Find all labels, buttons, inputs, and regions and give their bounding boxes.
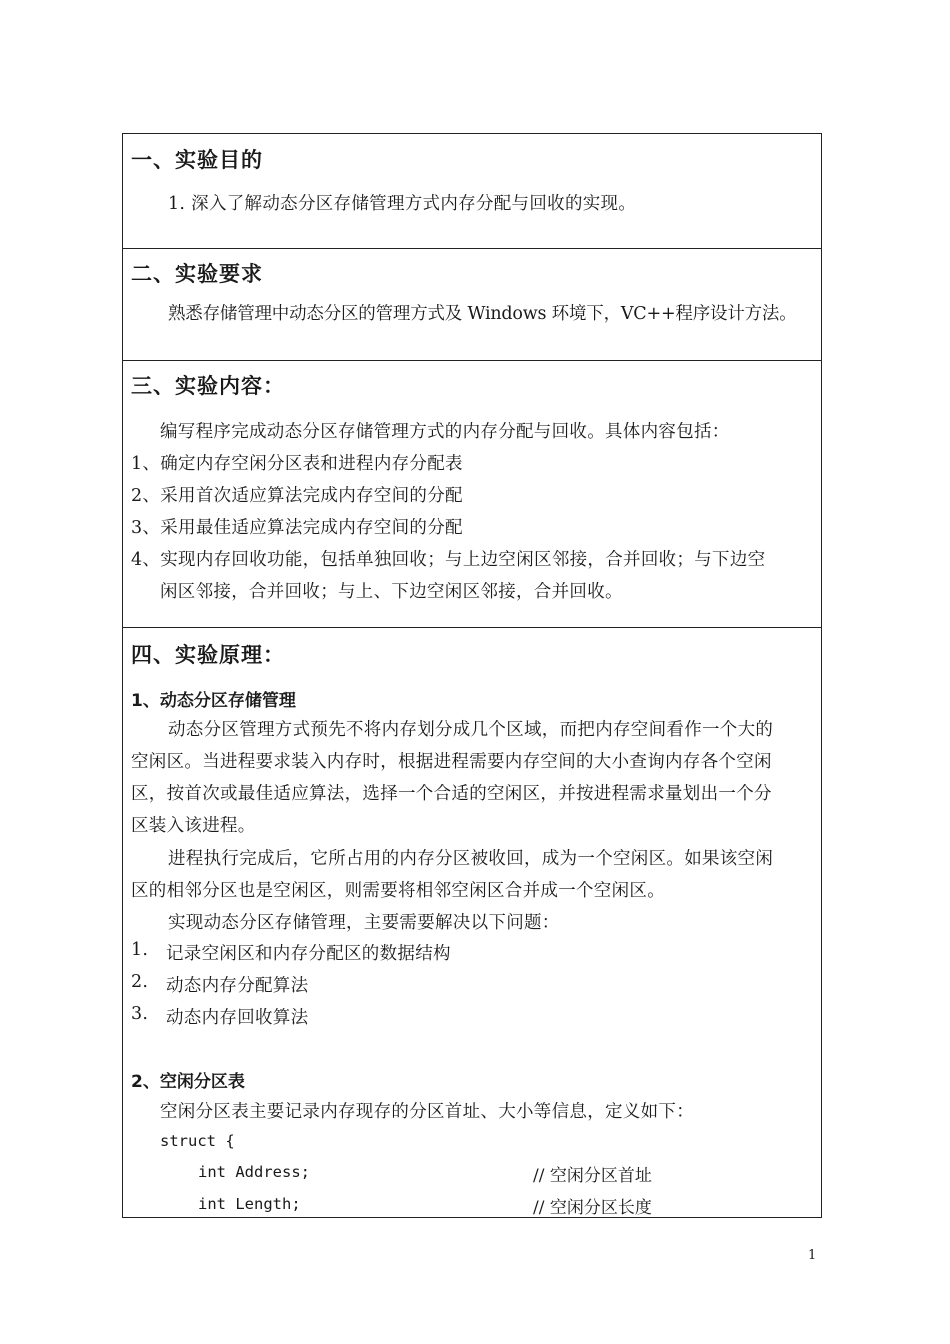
content-item: 1、确定内存空闲分区表和进程内存分配表 xyxy=(131,454,463,474)
paragraph-line: 动态分区管理方式预先不将内存划分成几个区域，而把内存空间看作一个大的 xyxy=(168,720,774,740)
subsection-heading: 2、空闲分区表 xyxy=(131,1072,245,1092)
section-purpose xyxy=(123,134,821,249)
code-line: int Length; xyxy=(198,1195,301,1213)
paragraph-line: 实现动态分区存储管理，主要需要解决以下问题： xyxy=(168,913,560,933)
code-line: struct { xyxy=(160,1132,235,1150)
paragraph-line: 区装入该进程。 xyxy=(131,816,256,836)
section-principle xyxy=(123,627,821,1217)
purpose-item: 1. 深入了解动态分区存储管理方式内存分配与回收的实现。 xyxy=(168,194,637,214)
list-item-number: 1. xyxy=(131,940,149,960)
list-item: 动态内存分配算法 xyxy=(166,976,309,996)
list-item-number: 3. xyxy=(131,1004,149,1024)
code-comment: // 空闲分区长度 xyxy=(533,1198,652,1218)
section-content xyxy=(123,360,821,628)
paragraph-line: 区的相邻分区也是空闲区，则需要将相邻空闲区合并成一个空闲区。 xyxy=(131,881,665,901)
paragraph-line: 进程执行完成后，它所占用的内存分区被收回，成为一个空闲区。如果该空闲 xyxy=(168,849,774,869)
paragraph-line: 空闲区。当进程要求装入内存时，根据进程需要内存空间的大小查询内存各个空闲 xyxy=(131,752,772,772)
list-item: 动态内存回收算法 xyxy=(166,1008,309,1028)
document-table xyxy=(122,133,822,1218)
code-line: int Address; xyxy=(198,1163,310,1181)
code-comment: // 空闲分区首址 xyxy=(533,1166,652,1186)
section-heading: 四、实验原理： xyxy=(131,643,285,667)
section-heading: 二、实验要求 xyxy=(131,262,263,286)
section-requirements xyxy=(123,248,821,361)
section-heading: 一、实验目的 xyxy=(131,148,263,172)
paragraph-line: 区，按首次或最佳适应算法，选择一个合适的空闲区，并按进程需求量划出一个分 xyxy=(131,784,772,804)
list-item-number: 2. xyxy=(131,972,149,992)
content-item: 3、采用最佳适应算法完成内存空间的分配 xyxy=(131,518,463,538)
page-number: 1 xyxy=(808,1248,817,1263)
paragraph-line: 空闲分区表主要记录内存现存的分区首址、大小等信息，定义如下： xyxy=(160,1102,694,1122)
content-item-continued: 闲区邻接，合并回收；与上、下边空闲区邻接，合并回收。 xyxy=(160,582,623,602)
content-item: 4、实现内存回收功能，包括单独回收；与上边空闲区邻接，合并回收；与下边空 xyxy=(131,550,766,570)
subsection-heading: 1、动态分区存储管理 xyxy=(131,691,296,711)
section-heading: 三、实验内容： xyxy=(131,374,285,398)
requirements-text: 熟悉存储管理中动态分区的管理方式及 Windows 环境下，VC++程序设计方法。 xyxy=(168,304,797,324)
list-item: 记录空闲区和内存分配区的数据结构 xyxy=(166,944,451,964)
content-intro: 编写程序完成动态分区存储管理方式的内存分配与回收。具体内容包括： xyxy=(160,422,730,442)
content-item: 2、采用首次适应算法完成内存空间的分配 xyxy=(131,486,463,506)
